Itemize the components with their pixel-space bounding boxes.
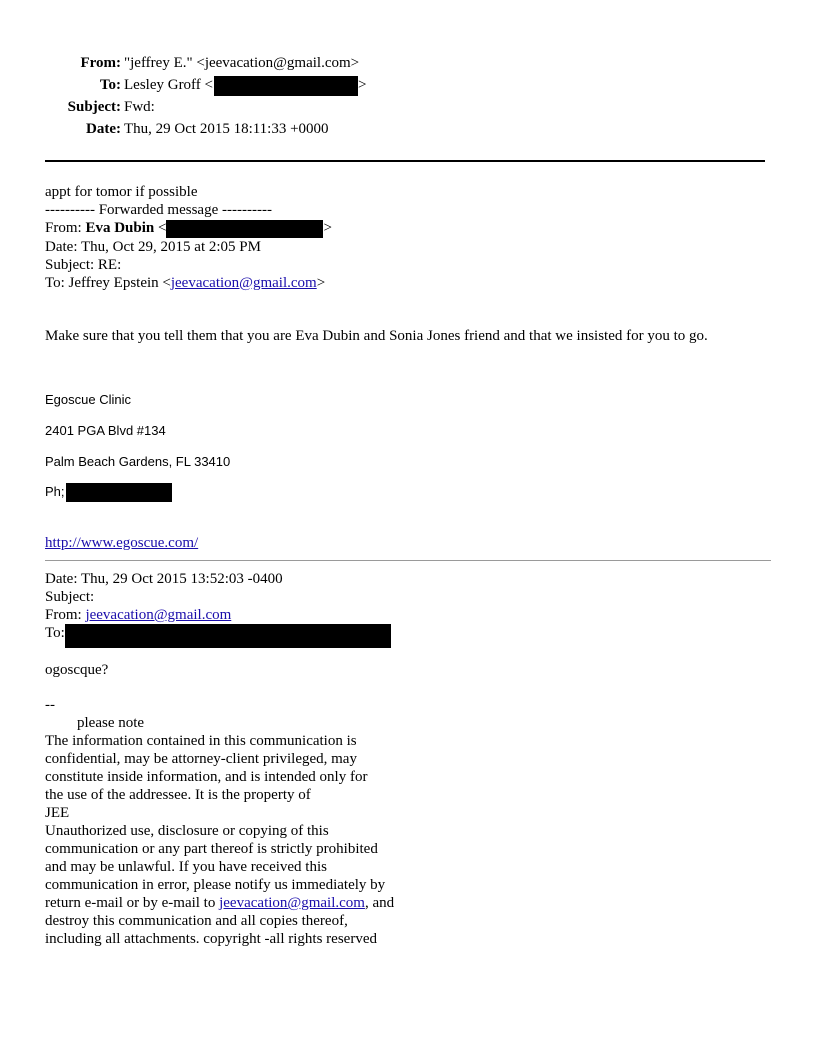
disclaimer-line: The information contained in this communication is xyxy=(45,733,357,749)
message-text: Make sure that you tell them that you are Eva Dubin and Sonia Jones friend and that we insisted for you to go. xyxy=(45,328,708,344)
clinic-city: Palm Beach Gardens, FL 33410 xyxy=(45,454,231,469)
forwarded-block xyxy=(45,183,332,292)
disclaimer-return-prefix: return e-mail or by e-mail to xyxy=(45,895,220,911)
disclaimer-line: including all attachments. copyright -all rights reserved xyxy=(45,931,377,947)
quoted-from xyxy=(45,606,391,624)
redaction-bar xyxy=(65,624,391,648)
header-subject-label: Subject: xyxy=(67,99,121,115)
quoted-from-label: From: xyxy=(45,607,86,623)
forwarded-from-label: From: xyxy=(45,220,86,236)
please-note: please note xyxy=(77,715,145,731)
disclaimer-line: confidential, may be attorney-client privileged, may xyxy=(45,751,357,767)
disclaimer-return-suffix: , and xyxy=(364,895,395,911)
forwarded-to-label: To: Jeffrey Epstein < xyxy=(45,274,171,291)
header-date-value: Thu, 29 Oct 2015 18:11:33 +0000 xyxy=(124,121,329,137)
clinic-phone-label: Ph; xyxy=(45,483,65,499)
clinic-name: Egoscue Clinic xyxy=(45,392,131,407)
forwarded-from-lt: < xyxy=(154,220,167,236)
disclaimer-line: constitute inside information, and is intended only for xyxy=(45,769,368,785)
disclaimer-line: communication or any part thereof is strictly prohibited xyxy=(45,841,378,857)
disclaimer-line: communication in error, please notify us immediately by xyxy=(45,877,386,893)
signature-dashes: -- xyxy=(45,697,55,713)
forwarded-to-suffix: > xyxy=(316,274,326,291)
forwarded-from-gt: > xyxy=(323,220,332,236)
forwarded-marker: ---------- Forwarded message ---------- xyxy=(45,202,272,218)
sender-name: Eva Dubin xyxy=(85,220,155,236)
signature-block xyxy=(45,696,394,948)
clinic-phone xyxy=(45,483,172,502)
header-from-value: "jeffrey E." <jeevacation@gmail.com> xyxy=(124,55,360,71)
email-link[interactable]: jeevacation@gmail.com xyxy=(219,895,365,911)
disclaimer-line-email xyxy=(45,894,394,912)
redaction-bar xyxy=(214,76,358,96)
redaction-bar xyxy=(66,483,172,502)
disclaimer-line: the use of the addressee. It is the property of xyxy=(45,787,311,803)
header-subject-value: Fwd: xyxy=(124,99,155,115)
header-to-suffix: > xyxy=(358,77,367,93)
quote-divider xyxy=(45,560,771,561)
disclaimer-line: JEE xyxy=(45,805,70,821)
forwarded-subject: Subject: RE: xyxy=(45,256,122,273)
quoted-to-label: To: xyxy=(45,625,65,641)
forwarded-from xyxy=(45,219,332,238)
header-from-label: From: xyxy=(80,55,121,71)
intro-text: appt for tomor if possible xyxy=(45,184,198,200)
header-divider xyxy=(45,160,765,162)
disclaimer-line: and may be unlawful. If you have received this xyxy=(45,859,327,875)
clinic-address: 2401 PGA Blvd #134 xyxy=(45,423,166,438)
header-to-value xyxy=(124,74,366,96)
header-to-name: Lesley Groff < xyxy=(124,77,213,93)
email-link[interactable]: jeevacation@gmail.com xyxy=(85,607,232,623)
clinic-website-link[interactable]: http://www.egoscue.com/ xyxy=(45,535,199,551)
redaction-bar xyxy=(166,220,323,238)
quoted-subject: Subject: xyxy=(45,589,95,605)
quoted-date: Date: Thu, 29 Oct 2015 13:52:03 -0400 xyxy=(45,571,283,587)
quoted-to xyxy=(45,624,391,648)
header-to-label: To: xyxy=(99,77,121,93)
forwarded-date: Date: Thu, Oct 29, 2015 at 2:05 PM xyxy=(45,238,261,255)
quoted-block xyxy=(45,570,391,648)
disclaimer-line: destroy this communication and all copies thereof, xyxy=(45,913,348,929)
disclaimer-line: Unauthorized use, disclosure or copying of this xyxy=(45,823,329,839)
quoted-text: ogoscque? xyxy=(45,662,109,678)
email-link[interactable]: jeevacation@gmail.com xyxy=(170,274,317,291)
clinic-url-row xyxy=(45,534,198,552)
header-date-label: Date: xyxy=(86,121,121,137)
forwarded-to xyxy=(45,274,332,292)
